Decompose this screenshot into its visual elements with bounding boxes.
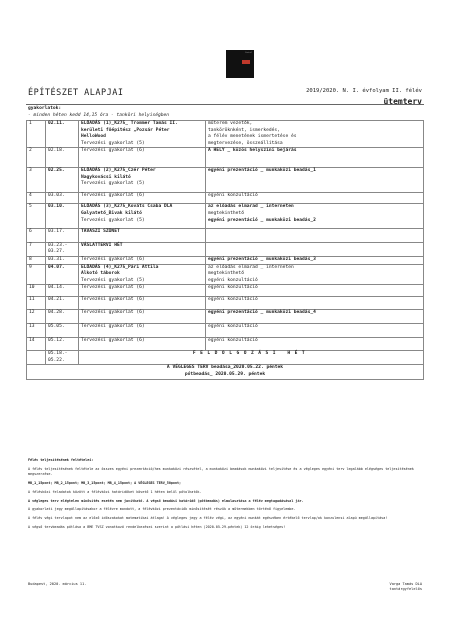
schedule-body <box>27 121 424 380</box>
event-line: Tervezési gyakorlat (6) <box>81 324 145 330</box>
header-divider <box>26 104 424 105</box>
row-date: 04.28. <box>46 310 79 317</box>
row-number: 1 <box>27 121 46 148</box>
row-event <box>79 285 206 292</box>
logo-text: fiatal <box>244 52 252 54</box>
task-line: tanköröknként, ismerkedés, <box>208 127 280 133</box>
table-row <box>27 229 424 236</box>
event-line: Tervezési gyakorlat (5) <box>81 140 145 146</box>
row-event <box>79 296 206 303</box>
event-line: Tervezési gyakorlat (6) <box>81 296 145 302</box>
row-task <box>206 256 424 264</box>
row-task <box>206 192 424 199</box>
final-submission-row <box>27 365 424 379</box>
task-line: egyéni prezentáció _ munkaközi beadás_1 <box>208 167 316 173</box>
row-date: 02.18. <box>46 148 79 155</box>
row-date: 05.05. <box>46 324 79 331</box>
document-title: ÉPÍTÉSZET ALAPJAI <box>28 88 124 98</box>
row-task <box>206 148 424 155</box>
event-line: Tervezési gyakorlat (5) <box>81 181 145 187</box>
retake-deadline: pótbeadás_ 2020.05.29. péntek <box>184 372 266 378</box>
row-task <box>206 121 424 148</box>
event-line: Tervezési gyakorlat (6) <box>81 337 145 343</box>
row-number: 4 <box>27 192 46 199</box>
row-number: 2 <box>27 148 46 155</box>
row-date: 05.12. <box>46 337 79 344</box>
task-line: egyéni prezentáció _ munkaközi beadás_4 <box>208 310 316 316</box>
row-date: 03.17. <box>46 229 79 236</box>
row-task <box>206 324 424 331</box>
notes-paragraph: A félév végi tervlapot nem az előző időszakokat matematikai átlaga! A végleges jegy a félév végi, az egyéni munkát egészében értékelő tervlap/ok konzulensi alapú megállapítása! <box>28 516 388 521</box>
table-row <box>27 242 424 256</box>
notes-paragraph: A félév teljesítésének feltétele az összes egyéni prezentáció/hes munkaközi részvétel, a munkaközi beadások munkaközi teljesítése és a végleges egyéni terv legalább elégséges teljesítésének megszerzése. <box>28 466 414 476</box>
event-line: Nagykovácsi kilátó <box>81 174 131 180</box>
row-task <box>206 204 424 224</box>
row-number: 11 <box>27 296 46 303</box>
notes-paragraph: A végleges terv elégtelen minősítés esetén nem javítható. A végső beadási határidő (pótbeadás) elmulasztása a félév megtagadásával jár. <box>28 498 304 503</box>
event-line: Tervezési gyakorlat (6) <box>81 148 145 154</box>
row-number: 9 <box>27 264 46 285</box>
row-task <box>206 167 424 187</box>
table-row <box>27 192 424 199</box>
schedule-table <box>26 120 424 380</box>
task-line: egyéni konzultáció <box>208 277 258 283</box>
event-line: Tervezési gyakorlat (6) <box>81 192 145 198</box>
task-line: megtekinthető <box>208 271 244 277</box>
event-line: Tervezési gyakorlat (6) <box>81 285 145 291</box>
row-date: 04.14. <box>46 285 79 292</box>
task-line: műterem vezetők, <box>208 121 253 126</box>
logo <box>226 50 254 78</box>
table-row <box>27 296 424 303</box>
event-line: Galyatető_Bivak kilátó <box>81 210 142 216</box>
notes-heading: Félév teljesítésének feltételei: <box>28 458 94 462</box>
notes-section <box>28 458 424 534</box>
table-row <box>27 167 424 187</box>
row-number: 10 <box>27 285 46 292</box>
row-number: 5 <box>27 204 46 224</box>
logo-accent <box>242 60 250 64</box>
row-task <box>206 296 424 303</box>
task-line: A HELY _ közös helyszíni bejárás <box>208 148 297 154</box>
event-line: kerületi főépítész „Pozsár Péter <box>81 127 170 133</box>
notes-paragraph: A gyakorlati jegy megállapításakor a félévre mondott, a félévközi prezentációk minősítését részük a műtermekben történő figyelembe. <box>28 507 296 512</box>
row-number: 13 <box>27 324 46 331</box>
event-line: ELŐADÁS (4)_K275_Pári Attila <box>81 264 159 270</box>
task-line: egyéni prezentáció _ munkaközi beadás_2 <box>208 217 316 223</box>
row-task <box>206 337 424 344</box>
gyakorlatok-label: gyakorlatok: <box>28 106 62 111</box>
task-line: egyéni konzultáció <box>208 192 258 198</box>
row-number: 7 <box>27 242 46 256</box>
row-number: 3 <box>27 167 46 187</box>
document-type: ütemterv <box>383 97 422 106</box>
row-date: 03.31. <box>46 256 79 264</box>
event-line: Tervezési gyakorlat (5) <box>81 277 145 283</box>
notes-points: MB_1_15pont; MB_2_15pont; MB_3_15pont; MB_4_15pont; A VÉGLEGES TERV_50pont; <box>28 480 182 485</box>
row-event <box>79 167 206 187</box>
row-date: 03.03. <box>46 192 79 199</box>
table-row <box>27 337 424 344</box>
task-line: egyéni konzultáció <box>208 324 258 330</box>
row-date: 04.07. <box>46 264 79 285</box>
task-line: egyéni konzultáció <box>208 285 258 291</box>
row-date: 04.21. <box>46 296 79 303</box>
event-line: Alkotó táborok <box>81 271 120 277</box>
row-task <box>206 285 424 292</box>
row-event <box>79 337 206 344</box>
row-task <box>206 229 424 236</box>
row-number: 8 <box>27 256 46 264</box>
task-line: egyéni konzultáció <box>208 337 258 343</box>
row-number: 6 <box>27 229 46 236</box>
row-event <box>79 192 206 199</box>
task-line: az előadás elmarad _ interneten <box>208 204 294 210</box>
event-line: Tervezési gyakorlat (6) <box>81 310 145 316</box>
gyakorlatok-time: - minden héten kedd 14,15 óra - tanköri helyiségben <box>28 113 170 118</box>
row-event <box>79 204 206 224</box>
feldolgozasi-row <box>27 351 424 365</box>
event-line: ELŐADÁS (2)_K275_Czér Péter <box>81 167 156 173</box>
event-line: ELŐADÁS (3)_K275_Kováts Csaba DLA <box>81 204 173 210</box>
event-line: HelloWood <box>81 134 106 140</box>
row-event <box>79 256 206 264</box>
table-row <box>27 324 424 331</box>
notes-paragraph: A félévközi feladatok között a félévközi határidőket követő 1 héten belül pótolhatók. <box>28 489 202 494</box>
row-event <box>79 264 206 285</box>
signature-name: Varga Tamás DLA <box>389 582 422 586</box>
row-date: 03.23.- 03.27. <box>46 242 79 256</box>
row-date: 02.25. <box>46 167 79 187</box>
row-number: 12 <box>27 310 46 317</box>
final-deadline: A VÉGLEGES TERV beadása_2020.05.22. péntek <box>166 365 284 371</box>
row-task <box>206 264 424 285</box>
row-event <box>79 229 206 236</box>
feldolgozasi-date: 05.18.- 05.22. <box>46 351 79 365</box>
event-line: VÁSLATTERVI HÉT <box>81 242 123 248</box>
row-spacer <box>27 155 424 168</box>
row-date: 03.10. <box>46 204 79 224</box>
table-row <box>27 256 424 264</box>
table-row <box>27 264 424 285</box>
table-row <box>27 204 424 224</box>
event-line: Tervezési gyakorlat (6) <box>81 256 145 262</box>
row-number: 14 <box>27 337 46 344</box>
footer-date: Budapest, 2020. március 11. <box>28 582 87 586</box>
table-row <box>27 310 424 317</box>
feldolgozasi-label: FELDOLGOZÁSI HÉT <box>79 351 424 365</box>
task-line: a félév menetének ismertetése és <box>208 134 297 140</box>
event-line: ELŐADÁS (1)_K275_ Trommer Tamás II. <box>81 121 178 126</box>
row-event <box>79 121 206 148</box>
row-event <box>79 310 206 317</box>
table-row <box>27 285 424 292</box>
task-line: egyéni konzultáció <box>208 296 258 302</box>
task-line: megtekinthető <box>208 210 244 216</box>
row-task <box>206 310 424 317</box>
row-task <box>206 242 424 256</box>
row-event <box>79 242 206 256</box>
final-submission <box>27 365 424 379</box>
task-line: egyéni prezentáció _ munkaközi beadás_3 <box>208 256 316 262</box>
footer-signature <box>390 582 422 592</box>
event-line: TAVASZI SZÜNET <box>81 229 120 235</box>
task-line: megtervezése, összeállítása <box>208 140 283 146</box>
table-row <box>27 121 424 148</box>
row-event <box>79 324 206 331</box>
task-line: az előadás elmarad _ interneten <box>208 264 294 270</box>
row-date: 02.11. <box>46 121 79 148</box>
table-row <box>27 148 424 155</box>
notes-paragraph: A végső tervbeadás pótlása a BME TVSZ vonatkozó rendelkezései szerint a pótlási héten (2020.05.29.péntek) 12 óráig lehetséges! <box>28 525 286 530</box>
event-line: Tervezési gyakorlat (5) <box>81 217 145 223</box>
row-event <box>79 148 206 155</box>
signature-role: tantárgyfelelős <box>389 587 422 591</box>
semester-label: 2019/2020. N. I. évfolyam II. félév <box>306 88 422 94</box>
